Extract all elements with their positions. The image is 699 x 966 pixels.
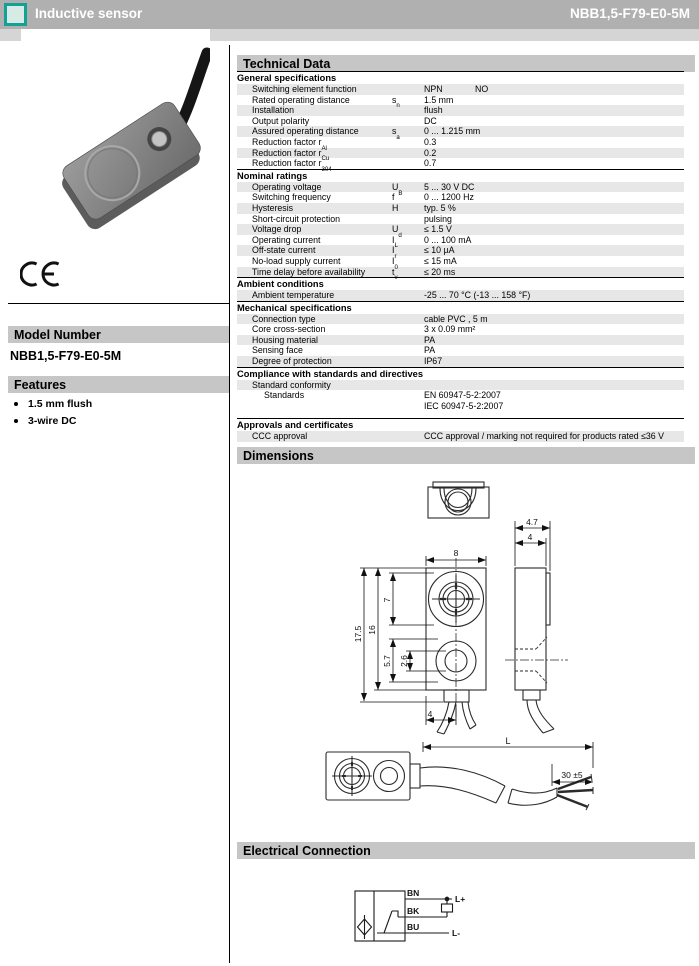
spec-row bbox=[237, 234, 684, 250]
inductive-sensor-symbol bbox=[358, 915, 372, 939]
model-number-value: NBB1,5-F79-E0-5M bbox=[10, 349, 122, 363]
spec-section-header: General specifications bbox=[237, 71, 684, 84]
spec-value: typ. 5 % bbox=[424, 202, 456, 213]
left-section-divider bbox=[8, 303, 229, 304]
spec-value: ≤ 1.5 V bbox=[424, 224, 452, 235]
spec-symbol bbox=[392, 324, 424, 335]
features-list bbox=[12, 398, 222, 432]
spec-label: Core cross-section bbox=[252, 324, 326, 335]
spec-value: 0 ... 1.215 mm bbox=[424, 126, 481, 137]
spec-row bbox=[237, 431, 684, 442]
spec-value: ≤ 20 ms bbox=[424, 266, 456, 277]
spec-row bbox=[237, 214, 684, 225]
spec-label: Short-circuit protection bbox=[252, 213, 341, 224]
spec-row bbox=[237, 390, 684, 411]
dimension-labels bbox=[353, 517, 583, 780]
spec-symbol bbox=[392, 84, 424, 95]
svg-text:4.7: 4.7 bbox=[526, 517, 538, 527]
spec-label: Sensing face bbox=[252, 345, 303, 356]
svg-text:5.7: 5.7 bbox=[382, 655, 392, 667]
spec-row bbox=[237, 84, 684, 95]
spec-row bbox=[237, 290, 684, 301]
product-photo bbox=[21, 41, 210, 256]
spec-label: Voltage drop bbox=[252, 224, 302, 235]
features-section-header: Features bbox=[8, 376, 229, 393]
svg-text:L: L bbox=[505, 736, 511, 746]
spec-symbol bbox=[392, 290, 424, 301]
electrical-connection-section-header: Electrical Connection bbox=[237, 842, 695, 859]
spec-label: Connection type bbox=[252, 313, 316, 324]
bullet-icon bbox=[14, 419, 18, 423]
spec-symbol bbox=[392, 345, 424, 356]
spec-section-header: Ambient conditions bbox=[237, 277, 684, 290]
svg-text:8: 8 bbox=[453, 548, 459, 558]
spec-label: Switching element function bbox=[252, 84, 357, 94]
spec-value: IP67 bbox=[424, 356, 443, 367]
column-divider bbox=[229, 45, 230, 963]
spec-row bbox=[237, 116, 684, 127]
spec-row bbox=[237, 158, 684, 173]
spec-value: PA bbox=[424, 345, 436, 356]
spec-value: cable PVC , 5 m bbox=[424, 313, 488, 324]
spec-value: flush bbox=[424, 105, 443, 116]
cable-view-drawing bbox=[326, 752, 593, 810]
spec-label: Operating current bbox=[252, 234, 321, 245]
spec-symbol bbox=[392, 335, 424, 346]
spec-symbol bbox=[392, 148, 424, 159]
spec-label: Operating voltage bbox=[252, 181, 322, 192]
dimensions-section-header: Dimensions bbox=[237, 447, 695, 464]
spec-label: Degree of protection bbox=[252, 356, 332, 367]
spec-symbol bbox=[392, 356, 424, 367]
spec-row bbox=[237, 335, 684, 346]
spec-label: Off-state current bbox=[252, 245, 316, 256]
svg-text:BK: BK bbox=[407, 906, 420, 916]
spec-row bbox=[237, 192, 684, 203]
spec-value: NPN NO bbox=[424, 84, 489, 94]
spec-symbol: $s_a$ bbox=[392, 126, 400, 142]
spec-value: 1.5 mm bbox=[424, 94, 454, 105]
spec-value: 0 ... 100 mA bbox=[424, 234, 472, 245]
spec-symbol bbox=[392, 314, 424, 325]
spec-label: CCC approval bbox=[252, 431, 308, 442]
top-view-drawing bbox=[428, 482, 489, 518]
spec-symbol bbox=[392, 380, 424, 391]
photo-box bbox=[21, 29, 210, 41]
spec-row bbox=[237, 345, 684, 356]
spec-row bbox=[237, 105, 684, 116]
technical-data-section-header: Technical Data bbox=[237, 55, 695, 72]
svg-text:2.6: 2.6 bbox=[399, 655, 409, 667]
spec-label: Hysteresis bbox=[252, 202, 294, 213]
spec-section-header: Approvals and certificates bbox=[237, 418, 684, 431]
svg-text:30 ±5: 30 ±5 bbox=[561, 770, 583, 780]
page-title: Inductive sensor bbox=[35, 6, 143, 21]
svg-text:7: 7 bbox=[382, 597, 392, 603]
spec-value: pulsing bbox=[424, 213, 452, 224]
header-model-number: NBB1,5-F79-E0-5M bbox=[569, 6, 690, 21]
spec-label: Ambient temperature bbox=[252, 290, 335, 301]
bullet-icon bbox=[14, 402, 18, 406]
spec-row bbox=[237, 266, 684, 282]
spec-value: -25 ... 70 °C (-13 ... 158 °F) bbox=[424, 290, 531, 301]
spec-row bbox=[237, 356, 684, 367]
spec-section-header: Nominal ratings bbox=[237, 169, 684, 182]
spec-symbol bbox=[392, 431, 424, 442]
svg-text:17.5: 17.5 bbox=[353, 625, 363, 643]
spec-label: No-load supply current bbox=[252, 255, 341, 266]
wire-labels bbox=[407, 888, 465, 938]
spec-value: 0.2 bbox=[424, 147, 437, 158]
svg-text:4: 4 bbox=[427, 709, 433, 719]
spec-symbol: f bbox=[392, 192, 395, 203]
spec-value: 5 ... 30 V DC bbox=[424, 181, 475, 192]
spec-row bbox=[237, 147, 684, 163]
switch-symbol bbox=[384, 911, 398, 933]
spec-row bbox=[237, 380, 684, 391]
spec-symbol: H bbox=[392, 202, 399, 213]
load-symbol bbox=[442, 904, 453, 912]
spec-symbol: $I_0$ bbox=[392, 255, 398, 271]
spec-symbol bbox=[392, 214, 424, 225]
dimensions-drawing bbox=[237, 466, 699, 842]
spec-label: Rated operating distance bbox=[252, 94, 350, 105]
spec-section-header: Compliance with standards and directives bbox=[237, 367, 684, 380]
spec-row bbox=[237, 203, 684, 214]
spec-symbol: $s_n$ bbox=[392, 94, 400, 110]
spec-value: ≤ 10 µA bbox=[424, 245, 455, 256]
spec-value: EN 60947-5-2:2007 IEC 60947-5-2:2007 bbox=[424, 390, 504, 411]
side-view-drawing bbox=[505, 568, 568, 733]
spec-row bbox=[237, 94, 684, 110]
spec-label: Reduction factor $r_{Al}$ bbox=[252, 136, 327, 152]
spec-row bbox=[237, 224, 684, 239]
electrical-connection-diagram bbox=[337, 872, 497, 952]
page-header bbox=[0, 0, 699, 29]
spec-symbol: $U_d$ bbox=[392, 224, 402, 239]
feature-item: 1.5 mm flush bbox=[12, 398, 222, 411]
spec-value: 0.7 bbox=[424, 158, 437, 169]
spec-value: PA bbox=[424, 334, 436, 345]
spec-symbol: $t_v$ bbox=[392, 266, 398, 282]
spec-label: Assured operating distance bbox=[252, 126, 359, 137]
spec-label: Reduction factor $r_{Cu}$ bbox=[252, 147, 330, 163]
spec-section-header: Mechanical specifications bbox=[237, 301, 684, 314]
svg-text:16: 16 bbox=[367, 625, 377, 635]
svg-text:BU: BU bbox=[407, 922, 420, 932]
spec-symbol: $I_L$ bbox=[392, 234, 398, 250]
technical-data-table bbox=[237, 71, 684, 442]
spec-row bbox=[237, 181, 684, 197]
spec-symbol bbox=[392, 116, 424, 127]
svg-text:L+: L+ bbox=[455, 894, 466, 904]
spec-row bbox=[237, 136, 684, 152]
spec-value: 3 x 0.09 mm² bbox=[424, 324, 476, 335]
spec-value: 0 ... 1200 Hz bbox=[424, 192, 474, 203]
spec-row bbox=[237, 255, 684, 271]
spec-label: Switching frequency bbox=[252, 192, 331, 203]
spec-row bbox=[237, 324, 684, 335]
spec-label: Reduction factor $r_{304}$ bbox=[252, 158, 332, 173]
dimension-lines bbox=[360, 521, 593, 786]
spec-symbol: $U_B$ bbox=[392, 181, 403, 197]
svg-text:L-: L- bbox=[452, 928, 461, 938]
feature-item: 3-wire DC bbox=[12, 415, 222, 428]
spec-label: Standard conformity bbox=[252, 379, 331, 390]
spec-label: Output polarity bbox=[252, 115, 310, 126]
spec-value: CCC approval / marking not required for products rated ≤36 V bbox=[424, 431, 665, 442]
spec-symbol bbox=[392, 158, 424, 169]
spec-value: DC bbox=[424, 115, 437, 126]
spec-label: Installation bbox=[252, 105, 295, 116]
spec-label: Time delay before availability bbox=[252, 266, 366, 277]
spec-row bbox=[237, 314, 684, 325]
svg-text:4: 4 bbox=[527, 532, 533, 542]
svg-text:BN: BN bbox=[407, 888, 420, 898]
spec-label: Housing material bbox=[252, 334, 319, 345]
spec-symbol bbox=[392, 390, 424, 411]
spec-value: 0.3 bbox=[424, 136, 437, 147]
spec-value bbox=[424, 380, 684, 391]
ce-mark-icon bbox=[20, 258, 75, 290]
spec-symbol: $I_r$ bbox=[392, 245, 397, 261]
model-number-section-header: Model Number bbox=[8, 326, 229, 343]
spec-value: ≤ 15 mA bbox=[424, 255, 457, 266]
spec-label: Standards bbox=[264, 390, 305, 401]
brand-square-icon bbox=[4, 3, 27, 26]
